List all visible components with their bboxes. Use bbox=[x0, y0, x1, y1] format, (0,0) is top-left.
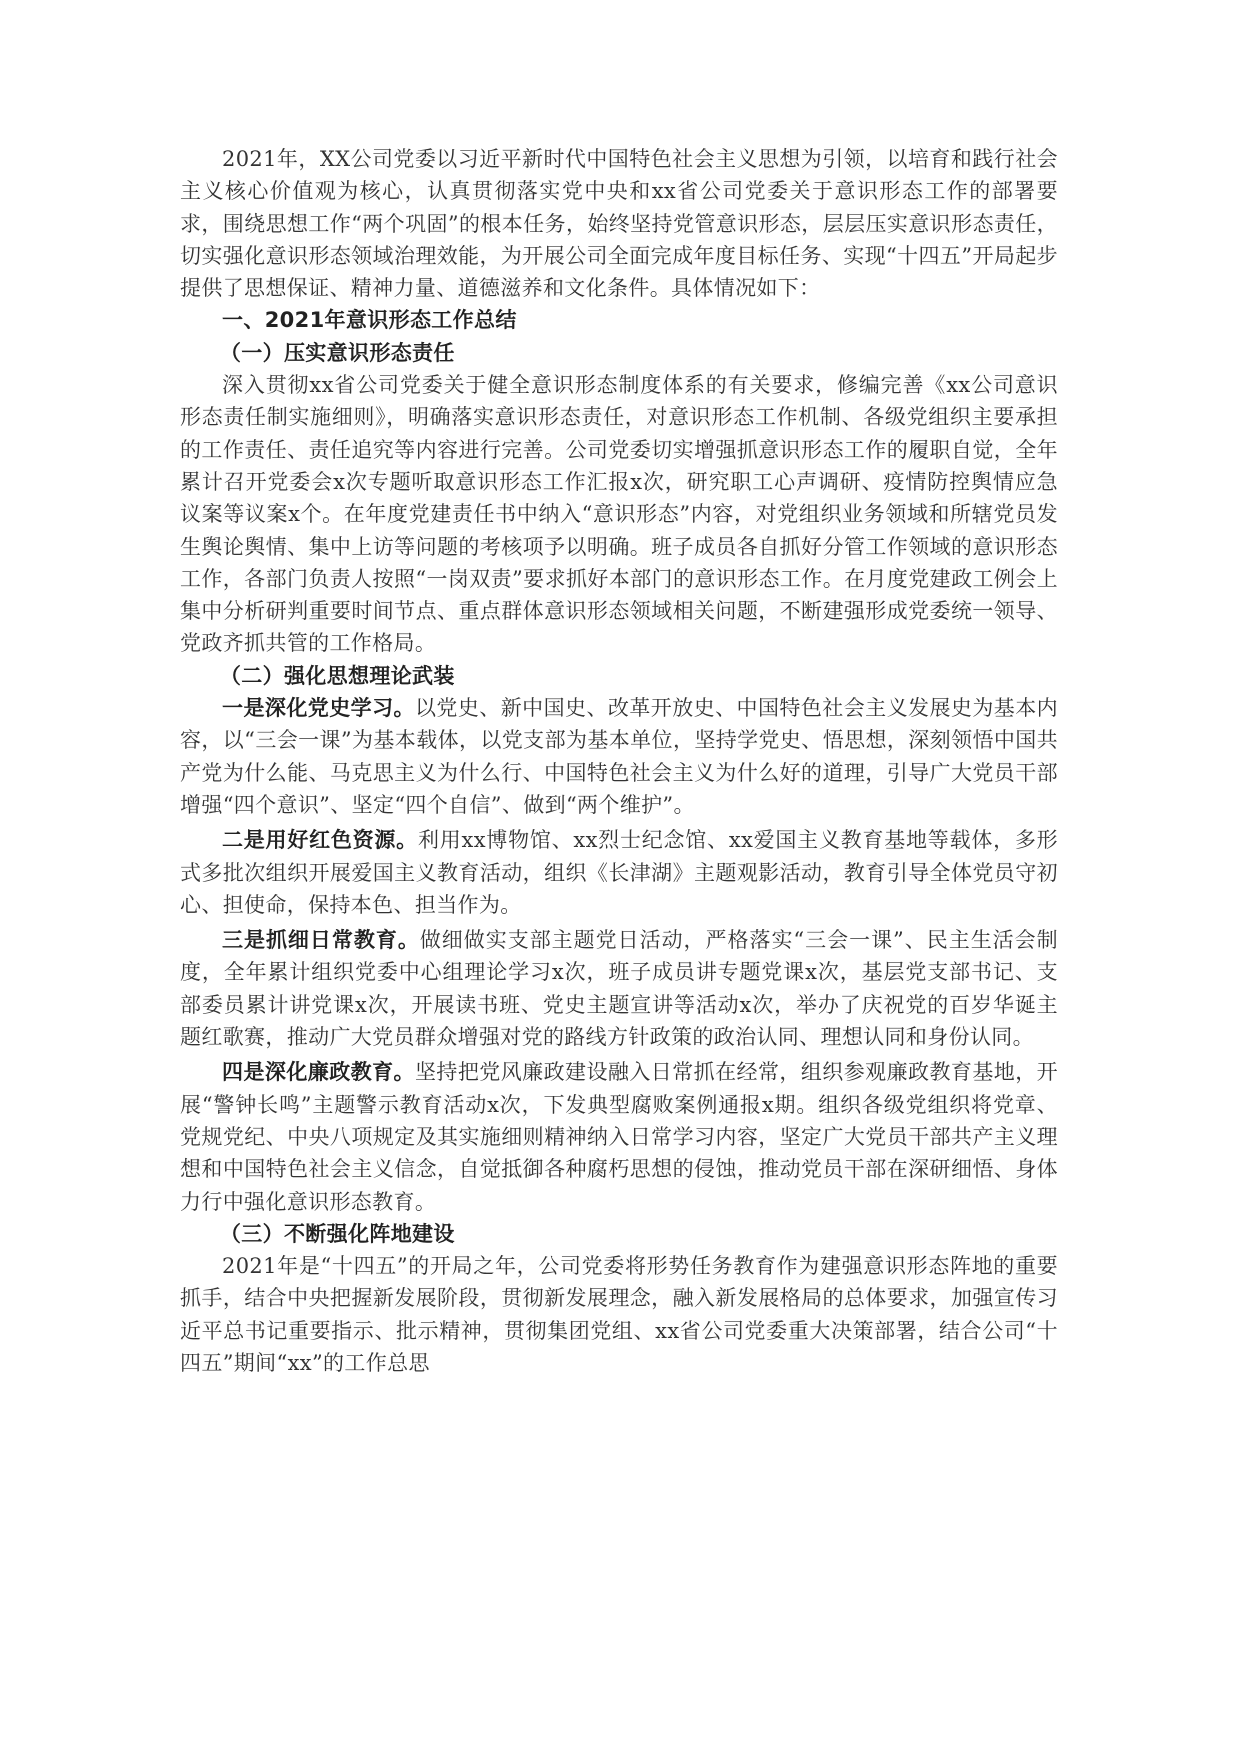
subsection-heading-1: （一）压实意识形态责任 bbox=[219, 340, 455, 365]
subsection-1-body: 深入贯彻xx省公司党委关于健全意识形态制度体系的有关要求，修编完善《xx公司意识形态责任制实施细则》，明确落实意识形态责任，对意识形态工作机制、各级党组织主要承担的工作责任、责任追究等内容进行完善。公司党委切实增强抓意识形态工作的履职自觉，全年累计召开党委会x次专题听取意识形态工作汇报x次，研究职工心声调研、疫情防控舆情应急议案等议案x个。在年度党建责任书中纳入“意识形态”内容，对党组织业务领域和所辖党员发生舆论舆情、集中上访等问题的考核项予以明确。班子成员各自抓好分管工作领域的意识形态工作，各部门负责人按照“一岗双责”要求抓好本部门的意识形态工作。在月度党建政工例会上集中分析研判重要时间节点、重点群体意识形态领域相关问题，不断建强形成党委统一领导、党政齐抓共管的工作格局。 bbox=[180, 373, 1058, 656]
item-body-4: 坚持把党风廉政建设融入日常抓在经常，组织参观廉政教育基地，开展“警钟长鸣”主题警示教育活动x次，下发典型腐败案例通报x期。组织各级党组织将党章、党规党纪、中央八项规定及其实施细则精神纳入日常学习内容，坚定广大党员干部共产主义理想和中国特色社会主义信念，自觉抵御各种腐朽思想的侵蚀，推动党员干部在深研细悟、身体力行中强化意识形态教育。 bbox=[180, 1060, 1059, 1214]
item-paragraph-2 bbox=[180, 824, 1058, 921]
intro-paragraph: 2021年，XX公司党委以习近平新时代中国特色社会主义思想为引领，以培育和践行社会主义核心价值观为核心，认真贯彻落实党中央和xx省公司党委关于意识形态工作的部署要求，围绕思想工作“两个巩固”的根本任务，始终坚持党管意识形态，层层压实意识形态责任，切实强化意识形态领域治理效能，为开展公司全面完成年度目标任务、实现“十四五”开局起步提供了思想保证、精神力量、道德滋养和文化条件。具体情况如下： bbox=[180, 147, 1058, 301]
document-page bbox=[180, 143, 1058, 1379]
subsection-heading-3: （三）不断强化阵地建设 bbox=[219, 1221, 455, 1246]
item-lead-4: 四是深化廉政教育。 bbox=[222, 1060, 415, 1085]
item-lead-1: 一是深化党史学习。 bbox=[222, 696, 415, 721]
item-lead-3: 三是抓细日常教育。 bbox=[222, 928, 420, 953]
item-body-1: 以党史、新中国史、改革开放史、中国特色社会主义发展史为基本内容，以“三会一课”为基本载体，以党支部为基本单位，坚持学党史、悟思想，深刻领悟中国共产党为什么能、马克思主义为什么行、中国特色社会主义为什么好的道理，引导广大党员干部增强“四个意识”、坚定“四个自信”、做到“两个维护”。 bbox=[180, 696, 1059, 817]
item-paragraph-4 bbox=[180, 1056, 1058, 1217]
item-lead-2: 二是用好红色资源。 bbox=[222, 828, 418, 853]
subsection-heading-2: （二）强化思想理论武装 bbox=[219, 663, 455, 688]
item-paragraph-3 bbox=[180, 924, 1058, 1053]
item-paragraph-1 bbox=[180, 692, 1058, 821]
item-body-3: 做细做实支部主题党日活动，严格落实“三会一课”、民主生活会制度，全年累计组织党委中心组理论学习x次，班子成员讲专题党课x次，基层党支部书记、支部委员累计讲党课x次，开展读书班、党史主题宣讲等活动x次，举办了庆祝党的百岁华诞主题红歌赛，推动广大党员群众增强对党的路线方针政策的政治认同、理想认同和身份认同。 bbox=[180, 928, 1058, 1050]
subsection-3-body: 2021年是“十四五”的开局之年，公司党委将形势任务教育作为建强意识形态阵地的重要抓手，结合中央把握新发展阶段，贯彻新发展理念，融入新发展格局的总体要求，加强宣传习近平总书记重要指示、批示精神，贯彻集团党组、xx省公司党委重大决策部署，结合公司“十四五”期间“xx”的工作总思 bbox=[180, 1254, 1058, 1375]
item-body-2: 利用xx博物馆、xx烈士纪念馆、xx爱国主义教育基地等载体，多形式多批次组织开展爱国主义教育活动，组织《长津湖》主题观影活动，教育引导全体党员守初心、担使命，保持本色、担当作为。 bbox=[180, 828, 1058, 917]
section-heading-1: 一、2021年意识形态工作总结 bbox=[222, 308, 517, 333]
